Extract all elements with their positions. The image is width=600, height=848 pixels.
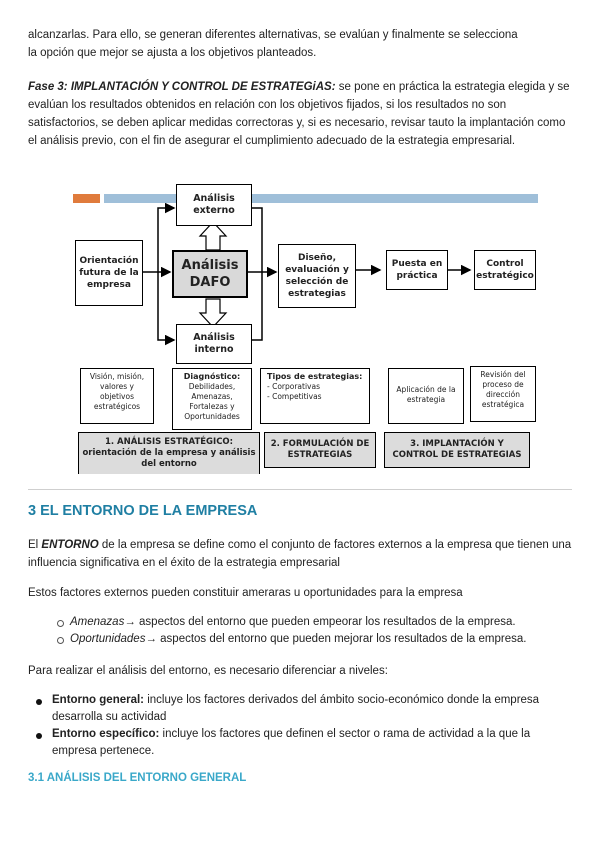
niveles-paragraph: Para realizar el análisis del entorno, es necesario diferenciar a niveles: xyxy=(28,665,388,677)
analisis-externo-box: Análisis externo xyxy=(176,184,252,226)
p1-pre: El xyxy=(28,539,42,551)
p1-bold: ENTORNO xyxy=(41,539,99,551)
entorno-general-text: incluye los factores derivados del ámbito socio-económico donde la empresa desarrolla su actividad xyxy=(52,694,540,723)
bullet-entorno-especifico xyxy=(52,726,572,760)
footer-implantacion: 3. IMPLANTACIÓN Y CONTROL DE ESTRATEGIAS xyxy=(384,432,530,468)
section-divider xyxy=(28,489,572,490)
fase3-label: Fase 3: IMPLANTACIÓN Y CONTROL DE ESTRATEGiAS: xyxy=(28,81,336,93)
blue-bar xyxy=(104,194,538,203)
circle-bullet-icon xyxy=(57,620,64,627)
aplicacion-box: Aplicación de la estrategia xyxy=(388,368,464,424)
diseno-box: Diseño, evaluación y selección de estrategias xyxy=(278,244,356,308)
analisis-dafo-box xyxy=(172,250,248,298)
section-title: 3 EL ENTORNO DE LA EMPRESA xyxy=(28,503,258,519)
revision-box: Revisión del proceso de dirección estratégica xyxy=(470,366,536,422)
footer-analisis: 1. ANÁLISIS ESTRATÉGICO: orientación de la empresa y análisis del entorno xyxy=(78,432,260,474)
control-box: Control estratégico xyxy=(474,250,536,290)
footer-formulacion: 2. FORMULACIÓN DE ESTRATEGIAS xyxy=(264,432,376,468)
intro-line-2: la opción que mejor se ajusta a los objetivos planteados. xyxy=(28,47,317,59)
bullet-entorno-general xyxy=(52,692,572,726)
dafo-line-1: Análisis xyxy=(181,258,239,273)
entorno-especifico-text: incluye los factores que definen el sector o rama de actividad a la que la empresa pertenece. xyxy=(52,728,531,757)
oportunidades-text: → aspectos del entorno que pueden mejorar los resultados de la empresa. xyxy=(145,633,527,645)
diagnostico-title: Diagnóstico: xyxy=(183,372,241,381)
tipos-item-1: - Corporativas xyxy=(267,382,320,391)
fase3-text: se pone en práctica la estrategia elegida y se evalúan los resultados obtenidos en relación con los objetivos fijados, si los resultados no son satisfactorios, se deben aplicar medidas correctoras y, si es necesario, revisar tauto la implantación como el análisis previo, con el fin de asegurar el cumplimiento adecuado de la estrategia empresarial. xyxy=(28,81,570,147)
diagnostico-body: Debilidades, Amenazas, Fortalezas y Oportunidades xyxy=(184,382,240,421)
orange-bar xyxy=(73,194,100,203)
circle-bullet-icon xyxy=(57,637,64,644)
tipos-item-2: - Competitivas xyxy=(267,392,322,401)
amenazas-term: Amenazas xyxy=(70,616,125,628)
hollow-down-arrow xyxy=(200,299,226,327)
hollow-up-arrow xyxy=(200,222,226,250)
p1-post: de la empresa se define como el conjunto de factores externos a la empresa que tienen una influencia significativa en el éxito de la estrategia empresarial xyxy=(28,539,572,569)
vision-box: Visión, misión, valores y objetivos estratégicos xyxy=(80,368,154,424)
puesta-box: Puesta en práctica xyxy=(386,250,448,290)
tipos-box xyxy=(260,368,370,424)
entorno-especifico-term: Entorno específico: xyxy=(52,728,160,740)
factores-paragraph: Estos factores externos pueden constituir ameraras u oportunidades para la empresa xyxy=(28,587,463,599)
subsection-title: 3.1 ANÁLISIS DEL ENTORNO GENERAL xyxy=(28,772,247,784)
intro-line-1: alcanzarlas. Para ello, se generan diferentes alternativas, se evalúan y finalmente se selecciona xyxy=(28,29,518,41)
tipos-title: Tipos de estrategias: xyxy=(267,372,363,381)
bullet-dot-icon xyxy=(36,699,42,705)
entorno-definition xyxy=(28,536,574,572)
sub-item-amenazas xyxy=(70,614,580,630)
dafo-line-2: DAFO xyxy=(189,275,231,290)
orientacion-box: Orientación futura de la empresa xyxy=(75,240,143,306)
diagnostico-box xyxy=(172,368,252,430)
entorno-general-term: Entorno general: xyxy=(52,694,145,706)
sub-item-oportunidades xyxy=(70,631,590,647)
amenazas-text: → aspectos del entorno que pueden empeorar los resultados de la empresa. xyxy=(124,616,516,628)
oportunidades-term: Oportunidades xyxy=(70,633,146,645)
bullet-dot-icon xyxy=(36,733,42,739)
analisis-interno-box: Análisis interno xyxy=(176,324,252,364)
